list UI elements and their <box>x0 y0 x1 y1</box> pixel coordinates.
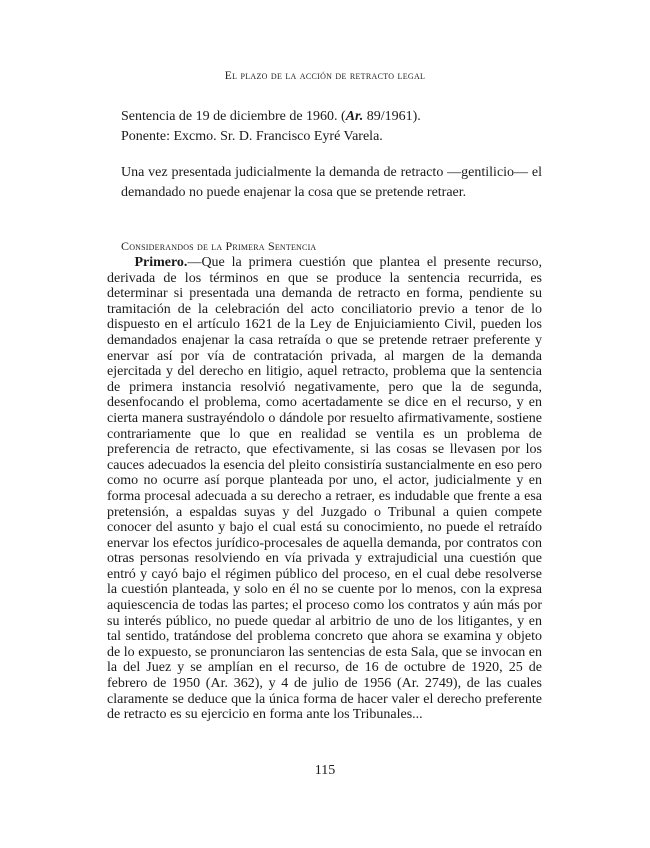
body-paragraph <box>107 255 542 723</box>
section-heading: Considerandos de la Primera Sentencia <box>121 239 317 253</box>
paragraph-lead: Primero. <box>134 255 188 270</box>
citation-date: Sentencia de 19 de diciembre de 1960. ( <box>121 109 346 124</box>
citation-ponente: Ponente: Excmo. Sr. D. Francisco Eyré Varela. <box>121 129 383 144</box>
page-number: 115 <box>314 763 336 778</box>
paragraph-text: —Que la primera cuestión que plantea el presente recurso, derivada de los términos en que se produce la sentencia recurrida, es determinar si presentada una demanda de retracto en forma, pendiente su tramitación de la celebración del acto conciliatorio previo a tenor de lo dispuesto en el artículo 1621 de la Ley de Enjuiciamiento Civil, pueden los demandados enajenar la casa retraída o que se pretende retraer preferente y enervar así por vía de contratación privada, al margen de la demanda ejercitada y del derecho en litigio, aquel retracto, problema que la sentencia de primera instancia resolvió negativamente, pero que la de segunda, desenfocando el problema, como acertadamente se dice en el recurso, y en cierta manera sustrayéndolo o dándole por resuelto afirmativamente, sostiene contrariamente que lo que en realidad se ventila es un problema de preferencia de retracto, que efectivamente, si las cosas se llevasen por los cauces adecuados la esencia del pleito consistiría sustancialmente en eso pero como no ocurre así porque planteada por uno, el actor, judicialmente y en forma procesal adecuada a su derecho a retraer, es indudable que frente a esa pretensión, a espaldas suyas y del Juzgado o Tribunal a quien compete conocer del asunto y bajo el cual está su conocimiento, no puede el retraído enervar los efectos jurídico-procesales de aquella demanda, por contratos con otras personas resolviendo en vía privada y extrajudicial una cuestión que entró y cayó bajo el régimen público del proceso, en el cual debe resolverse la cuestión planteada, y solo en él no se cuente por lo menos, con la expresa aquiescencia de todas las partes; el proceso como los contratos y aún más por su interés público, no puede quedar al arbitrio de uno de los litigantes, y en tal sentido, tratándose del problema concreto que ahora se examina y objeto de lo expuesto, se pronunciaron las sentencias de esta Sala, que se invocan en la del Juez y se amplían en el recurso, de 16 de octubre de 1920, 25 de febrero de 1950 (Ar. 362), y 4 de julio de 1956 (Ar. 2749), de las cuales claramente se deduce que la única forma de hacer valer el derecho preferente de retracto es su ejercicio en forma ante los Tribunales... <box>107 255 542 723</box>
citation-line-1 <box>121 107 421 127</box>
running-head: El plazo de la acción de retracto legal <box>224 70 426 82</box>
citation-ref: 89/1961). <box>363 109 421 124</box>
citation-ar: Ar. <box>345 109 364 124</box>
citation-block <box>121 107 421 147</box>
summary-paragraph: Una vez presentada judicialmente la demanda de retracto —gentilicio— el demandado no puede enajenar la cosa que se pretende retraer. <box>121 165 542 200</box>
